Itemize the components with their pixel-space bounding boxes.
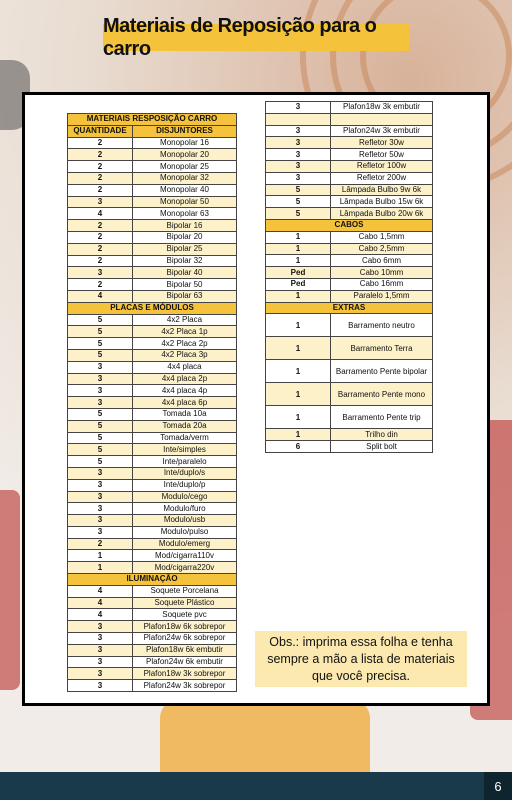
- item-cell: Barramento Terra: [331, 337, 433, 360]
- table-row: [68, 515, 237, 527]
- quantity-cell: 4: [68, 290, 133, 302]
- table-row: [266, 102, 433, 114]
- quantity-cell: [266, 113, 331, 125]
- footer-bar: [0, 772, 512, 800]
- quantity-cell: 3: [68, 503, 133, 515]
- table-row: [266, 231, 433, 243]
- table-row: [68, 172, 237, 184]
- item-cell: Bipolar 25: [133, 243, 237, 255]
- item-cell: 4x2 Placa 2p: [133, 338, 237, 350]
- item-cell: Monopolar 32: [133, 172, 237, 184]
- item-cell: Inte/duplo/p: [133, 479, 237, 491]
- item-cell: Bipolar 50: [133, 279, 237, 291]
- quantity-cell: 3: [68, 373, 133, 385]
- item-cell: Mod/cigarra220v: [133, 562, 237, 574]
- table-row: [68, 302, 237, 314]
- quantity-cell: 5: [266, 184, 331, 196]
- item-cell: Plafon24w 3k embutir: [331, 125, 433, 137]
- item-cell: Bipolar 63: [133, 290, 237, 302]
- item-cell: Barramento Pente trip: [331, 406, 433, 429]
- section-heading: EXTRAS: [266, 302, 433, 314]
- item-cell: Plafon24w 6k sobrepor: [133, 633, 237, 645]
- quantity-cell: 3: [266, 102, 331, 114]
- item-cell: Paralelo 1,5mm: [331, 290, 433, 302]
- item-cell: Monopolar 16: [133, 137, 237, 149]
- table-row: [68, 267, 237, 279]
- item-cell: Plafon24w 6k embutir: [133, 656, 237, 668]
- section-heading: CABOS: [266, 219, 433, 231]
- item-cell: 4x4 placa 6p: [133, 397, 237, 409]
- table-row: [68, 526, 237, 538]
- table-row: [68, 114, 237, 126]
- table-row: [68, 255, 237, 267]
- quantity-cell: 5: [68, 314, 133, 326]
- table-row: [266, 125, 433, 137]
- quantity-cell: 3: [68, 680, 133, 692]
- item-cell: Cabo 10mm: [331, 267, 433, 279]
- quantity-cell: 3: [68, 397, 133, 409]
- item-cell: Lâmpada Bulbo 9w 6k: [331, 184, 433, 196]
- quantity-cell: 5: [68, 432, 133, 444]
- print-note: Obs.: imprima essa folha e tenha sempre a mão a lista de materiais que você precisa.: [255, 631, 467, 687]
- table-row: [266, 243, 433, 255]
- table-row: [68, 385, 237, 397]
- item-cell: Modulo/pulso: [133, 526, 237, 538]
- quantity-cell: 3: [68, 633, 133, 645]
- item-cell: Inte/simples: [133, 444, 237, 456]
- table-row: [68, 656, 237, 668]
- item-cell: Barramento neutro: [331, 314, 433, 337]
- table-row: [68, 196, 237, 208]
- quantity-cell: 2: [68, 149, 133, 161]
- table-row: [266, 406, 433, 429]
- quantity-cell: 3: [68, 361, 133, 373]
- item-cell: Modulo/emerg: [133, 538, 237, 550]
- quantity-cell: 5: [68, 338, 133, 350]
- quantity-cell: 3: [266, 172, 331, 184]
- table-row: [68, 208, 237, 220]
- table-row: [68, 574, 237, 586]
- table-row: [68, 444, 237, 456]
- quantity-cell: 2: [68, 231, 133, 243]
- quantity-cell: 6: [266, 441, 331, 453]
- quantity-cell: 2: [68, 220, 133, 232]
- table-row: [68, 432, 237, 444]
- table-row: [266, 337, 433, 360]
- quantity-cell: 3: [266, 160, 331, 172]
- table-row: [68, 420, 237, 432]
- table-row: [68, 220, 237, 232]
- table-row: [68, 633, 237, 645]
- table-row: [68, 680, 237, 692]
- item-cell: Lâmpada Bulbo 20w 6k: [331, 208, 433, 220]
- table-row: [68, 279, 237, 291]
- item-cell: [331, 113, 433, 125]
- quantity-cell: 5: [68, 420, 133, 432]
- quantity-cell: 3: [68, 656, 133, 668]
- table-row: [68, 137, 237, 149]
- table-row: [266, 196, 433, 208]
- table-row: [68, 644, 237, 656]
- quantity-cell: 1: [68, 562, 133, 574]
- page-number: 6: [484, 772, 512, 800]
- table-row: [68, 609, 237, 621]
- item-cell: Modulo/cego: [133, 491, 237, 503]
- table-row: [266, 219, 433, 231]
- quantity-cell: 3: [68, 515, 133, 527]
- page-title: Materiais de Reposição para o carro: [103, 24, 409, 51]
- quantity-cell: 4: [68, 585, 133, 597]
- table-row: [266, 184, 433, 196]
- item-cell: Tomada/verm: [133, 432, 237, 444]
- item-cell: Bipolar 16: [133, 220, 237, 232]
- item-cell: Plafon18w 6k embutir: [133, 644, 237, 656]
- table-row: [266, 267, 433, 279]
- table-row: [68, 456, 237, 468]
- item-cell: Modulo/furo: [133, 503, 237, 515]
- table-row: [68, 231, 237, 243]
- table-row: [68, 550, 237, 562]
- quantity-cell: 1: [266, 243, 331, 255]
- item-cell: Cabo 1,5mm: [331, 231, 433, 243]
- item-cell: Bipolar 40: [133, 267, 237, 279]
- quantity-cell: 2: [68, 184, 133, 196]
- quantity-cell: 4: [68, 208, 133, 220]
- table-row: [266, 302, 433, 314]
- item-cell: Monopolar 40: [133, 184, 237, 196]
- table-row: [68, 326, 237, 338]
- quantity-cell: 4: [68, 597, 133, 609]
- item-cell: Cabo 16mm: [331, 278, 433, 290]
- item-cell: Refletor 30w: [331, 137, 433, 149]
- item-cell: Monopolar 63: [133, 208, 237, 220]
- item-cell: Bipolar 32: [133, 255, 237, 267]
- quantity-cell: 3: [68, 196, 133, 208]
- quantity-cell: 2: [68, 255, 133, 267]
- table-row: [266, 290, 433, 302]
- left-materials-table: [67, 113, 237, 692]
- quantity-cell: 3: [68, 267, 133, 279]
- table-row: [266, 160, 433, 172]
- quantity-cell: 5: [68, 408, 133, 420]
- column-header: QUANTIDADE: [68, 125, 133, 137]
- item-cell: Monopolar 50: [133, 196, 237, 208]
- table-row: [266, 149, 433, 161]
- table-row: [266, 383, 433, 406]
- table-row: [68, 585, 237, 597]
- table-row: [266, 360, 433, 383]
- quantity-cell: 3: [68, 491, 133, 503]
- table-row: [68, 161, 237, 173]
- item-cell: Monopolar 20: [133, 149, 237, 161]
- quantity-cell: 1: [266, 360, 331, 383]
- table-row: [68, 503, 237, 515]
- item-cell: Inte/duplo/s: [133, 467, 237, 479]
- item-cell: Monopolar 25: [133, 161, 237, 173]
- quantity-cell: 1: [266, 429, 331, 441]
- quantity-cell: 3: [68, 467, 133, 479]
- table-row: [68, 149, 237, 161]
- item-cell: Split bolt: [331, 441, 433, 453]
- item-cell: Tomada 10a: [133, 408, 237, 420]
- item-cell: 4x2 Placa 1p: [133, 326, 237, 338]
- quantity-cell: 1: [266, 231, 331, 243]
- table-row: [68, 408, 237, 420]
- table-row: [266, 208, 433, 220]
- quantity-cell: 2: [68, 137, 133, 149]
- quantity-cell: 2: [68, 538, 133, 550]
- table-row: [68, 491, 237, 503]
- quantity-cell: 2: [68, 243, 133, 255]
- quantity-cell: 3: [68, 526, 133, 538]
- table-row: [68, 479, 237, 491]
- quantity-cell: 5: [68, 349, 133, 361]
- quantity-cell: 1: [266, 383, 331, 406]
- table-row: [68, 668, 237, 680]
- table-row: [68, 338, 237, 350]
- quantity-cell: 4: [68, 609, 133, 621]
- table-row: [266, 137, 433, 149]
- item-cell: Lâmpada Bulbo 15w 6k: [331, 196, 433, 208]
- quantity-cell: 5: [68, 326, 133, 338]
- quantity-cell: 2: [68, 161, 133, 173]
- quantity-cell: 5: [266, 196, 331, 208]
- table-row: [68, 349, 237, 361]
- quantity-cell: 3: [68, 621, 133, 633]
- table-caption: MATERIAIS RESPOSIÇÃO CARRO: [68, 114, 237, 126]
- item-cell: Cabo 6mm: [331, 255, 433, 267]
- table-row: [68, 361, 237, 373]
- quantity-cell: 3: [68, 644, 133, 656]
- quantity-cell: Ped: [266, 267, 331, 279]
- item-cell: Trilho din: [331, 429, 433, 441]
- table-row: [266, 441, 433, 453]
- table-row: [266, 314, 433, 337]
- quantity-cell: 3: [68, 668, 133, 680]
- item-cell: 4x2 Placa 3p: [133, 349, 237, 361]
- column-header: DISJUNTORES: [133, 125, 237, 137]
- item-cell: Inte/paralelo: [133, 456, 237, 468]
- table-row: [266, 172, 433, 184]
- table-row: [266, 278, 433, 290]
- quantity-cell: 2: [68, 172, 133, 184]
- quantity-cell: 1: [266, 255, 331, 267]
- section-heading: ILUMINAÇÃO: [68, 574, 237, 586]
- item-cell: 4x4 placa 2p: [133, 373, 237, 385]
- item-cell: Soquete Plástico: [133, 597, 237, 609]
- item-cell: Refletor 100w: [331, 160, 433, 172]
- item-cell: Soquete Porcelana: [133, 585, 237, 597]
- section-heading: PLACAS E MÓDULOS: [68, 302, 237, 314]
- table-row: [68, 538, 237, 550]
- table-row: [68, 125, 237, 137]
- quantity-cell: 1: [266, 314, 331, 337]
- table-row: [68, 243, 237, 255]
- item-cell: Barramento Pente bipolar: [331, 360, 433, 383]
- quantity-cell: 1: [68, 550, 133, 562]
- quantity-cell: 3: [68, 479, 133, 491]
- quantity-cell: Ped: [266, 278, 331, 290]
- quantity-cell: 3: [266, 149, 331, 161]
- table-row: [68, 373, 237, 385]
- table-row: [68, 397, 237, 409]
- item-cell: Modulo/usb: [133, 515, 237, 527]
- materials-sheet: [22, 92, 490, 706]
- table-row: [68, 621, 237, 633]
- quantity-cell: 3: [266, 137, 331, 149]
- quantity-cell: 3: [266, 125, 331, 137]
- item-cell: Bipolar 20: [133, 231, 237, 243]
- table-row: [68, 467, 237, 479]
- table-row: [266, 429, 433, 441]
- quantity-cell: 2: [68, 279, 133, 291]
- table-row: [68, 562, 237, 574]
- quantity-cell: 5: [68, 456, 133, 468]
- quantity-cell: 5: [266, 208, 331, 220]
- item-cell: Barramento Pente mono: [331, 383, 433, 406]
- table-row: [68, 290, 237, 302]
- item-cell: Tomada 20a: [133, 420, 237, 432]
- quantity-cell: 5: [68, 444, 133, 456]
- quantity-cell: 1: [266, 406, 331, 429]
- table-row: [68, 597, 237, 609]
- quantity-cell: 1: [266, 337, 331, 360]
- item-cell: 4x2 Placa: [133, 314, 237, 326]
- item-cell: Mod/cigarra110v: [133, 550, 237, 562]
- table-row: [266, 113, 433, 125]
- item-cell: Plafon18w 6k sobrepor: [133, 621, 237, 633]
- item-cell: 4x4 placa 4p: [133, 385, 237, 397]
- table-row: [266, 255, 433, 267]
- item-cell: Soquete pvc: [133, 609, 237, 621]
- table-row: [68, 184, 237, 196]
- quantity-cell: 1: [266, 290, 331, 302]
- item-cell: Plafon24w 3k sobrepor: [133, 680, 237, 692]
- quantity-cell: 3: [68, 385, 133, 397]
- item-cell: 4x4 placa: [133, 361, 237, 373]
- table-row: [68, 314, 237, 326]
- item-cell: Refletor 50w: [331, 149, 433, 161]
- item-cell: Plafon18w 3k sobrepor: [133, 668, 237, 680]
- item-cell: Cabo 2,5mm: [331, 243, 433, 255]
- item-cell: Refletor 200w: [331, 172, 433, 184]
- item-cell: Plafon18w 3k embutir: [331, 102, 433, 114]
- right-materials-table: [265, 101, 433, 453]
